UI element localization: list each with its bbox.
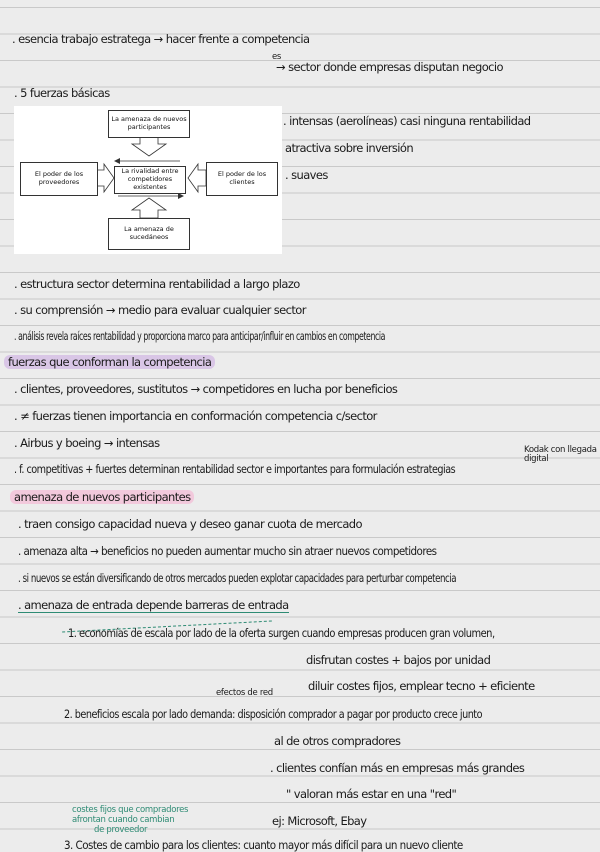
note-line: . suaves	[285, 168, 328, 182]
note-line: . clientes confían más en empresas más grandes	[270, 761, 525, 775]
box-rivalry: La rivalidad entre competidores existentes	[114, 166, 186, 194]
note-line: " valoran más estar en una "red"	[286, 787, 457, 801]
note-line: 2. beneficios escala por lado demanda: disposición comprador a pagar por producto crece junto	[64, 707, 483, 721]
note-line: ej: Microsoft, Ebay	[272, 814, 367, 828]
note-line: . intensas (aerolíneas) casi ninguna rentabilidad	[283, 114, 531, 128]
note-line: . amenaza alta → beneficios no pueden aumentar mucho sin atraer nuevos competidores	[18, 544, 437, 558]
note-line: → sector donde empresas disputan negocio	[276, 60, 503, 74]
note-line: al de otros compradores	[274, 734, 401, 748]
box-substitutes: La amenaza de sucedáneos	[108, 218, 190, 250]
note-line: . ≠ fuerzas tienen importancia en conformación competencia c/sector	[14, 409, 377, 423]
box-new-entrants: La amenaza de nuevos participantes	[108, 110, 190, 138]
note-line: . amenaza de entrada depende barreras de entrada	[18, 598, 289, 612]
note-line: . si nuevos se están diversificando de otros mercados pueden explotar capacidades para perturbar competencia	[18, 571, 457, 585]
note-line: . Airbus y boeing → intensas	[14, 436, 160, 450]
note-line: disfrutan costes + bajos por unidad	[306, 653, 491, 667]
note-line: 3. Costes de cambio para los clientes: cuanto mayor más difícil para un nuevo cliente	[64, 838, 463, 852]
five-forces-diagram	[14, 106, 282, 254]
teal-annotation: costes fijos que compradores	[72, 805, 189, 815]
box-customers: El poder de los clientes	[206, 162, 278, 196]
annotation: efectos de red	[216, 688, 273, 698]
note-line: . análisis revela raíces rentabilidad y proporciona marco para anticipar/influir en cambios en competencia	[14, 329, 386, 343]
teal-annotation: afrontan cuando cambian	[72, 815, 175, 825]
section-heading: amenaza de nuevos participantes	[10, 490, 194, 504]
note-line: . clientes, proveedores, sustitutos → competidores en lucha por beneficios	[14, 382, 398, 396]
note-line: es	[272, 52, 282, 62]
section-heading: fuerzas que conforman la competencia	[4, 355, 215, 369]
note-line: 1. economías de escala por lado de la oferta surgen cuando empresas producen gran volumen,	[68, 626, 495, 640]
note-line: atractiva sobre inversión	[285, 141, 414, 155]
note-line: . traen consigo capacidad nueva y deseo ganar cuota de mercado	[18, 517, 362, 531]
teal-annotation: de proveedor	[94, 825, 148, 835]
note-line: . estructura sector determina rentabilidad a largo plazo	[14, 277, 300, 291]
note-line: diluir costes fijos, emplear tecno + eficiente	[308, 679, 535, 693]
note-line: . esencia trabajo estratega → hacer frente a competencia	[12, 32, 310, 46]
box-suppliers: El poder de los proveedores	[20, 162, 98, 196]
note-line: . su comprensión → medio para evaluar cualquier sector	[14, 303, 306, 317]
note-line: . 5 fuerzas básicas	[14, 86, 110, 100]
note-line: . f. competitivas + fuertes determinan rentabilidad sector e importantes para formulación estrategias	[14, 462, 456, 476]
annotation: Kodak con llegada digital	[524, 445, 597, 464]
